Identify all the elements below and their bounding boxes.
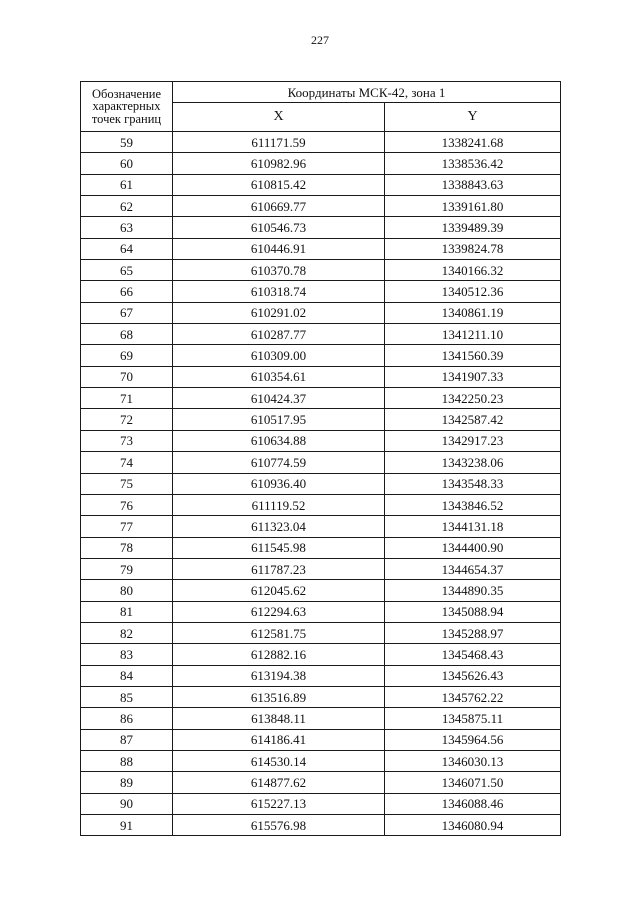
cell-point: 79 [81, 558, 173, 579]
page-number: 227 [311, 33, 329, 47]
cell-y: 1344400.90 [385, 537, 561, 558]
cell-point: 77 [81, 516, 173, 537]
cell-y: 1339489.39 [385, 217, 561, 238]
cell-point: 75 [81, 473, 173, 494]
cell-x: 615227.13 [173, 793, 385, 814]
table-row [81, 494, 561, 515]
header-coordinates: Координаты МСК-42, зона 1 [173, 82, 561, 103]
cell-x: 612045.62 [173, 580, 385, 601]
cell-point: 73 [81, 430, 173, 451]
cell-point: 68 [81, 324, 173, 345]
cell-x: 611323.04 [173, 516, 385, 537]
cell-point: 59 [81, 132, 173, 153]
cell-point: 83 [81, 644, 173, 665]
table-row [81, 665, 561, 686]
cell-point: 86 [81, 708, 173, 729]
table-row [81, 345, 561, 366]
cell-y: 1342250.23 [385, 388, 561, 409]
table-row [81, 473, 561, 494]
cell-x: 613848.11 [173, 708, 385, 729]
cell-x: 610546.73 [173, 217, 385, 238]
cell-y: 1340166.32 [385, 260, 561, 281]
table-row [81, 132, 561, 153]
cell-y: 1345468.43 [385, 644, 561, 665]
table-row [81, 452, 561, 473]
cell-x: 610446.91 [173, 238, 385, 259]
cell-x: 612581.75 [173, 622, 385, 643]
cell-x: 610815.42 [173, 174, 385, 195]
table-row [81, 537, 561, 558]
cell-x: 612882.16 [173, 644, 385, 665]
cell-x: 610774.59 [173, 452, 385, 473]
cell-point: 74 [81, 452, 173, 473]
cell-point: 61 [81, 174, 173, 195]
cell-y: 1344654.37 [385, 558, 561, 579]
cell-y: 1340861.19 [385, 302, 561, 323]
cell-x: 614530.14 [173, 750, 385, 771]
cell-point: 60 [81, 153, 173, 174]
table-row [81, 708, 561, 729]
cell-x: 610318.74 [173, 281, 385, 302]
header-point-designation [81, 82, 173, 132]
table-row [81, 729, 561, 750]
cell-x: 610936.40 [173, 473, 385, 494]
table-row [81, 238, 561, 259]
cell-point: 81 [81, 601, 173, 622]
table-row [81, 366, 561, 387]
cell-x: 610354.61 [173, 366, 385, 387]
cell-point: 69 [81, 345, 173, 366]
cell-y: 1339161.80 [385, 196, 561, 217]
table-row [81, 217, 561, 238]
cell-point: 62 [81, 196, 173, 217]
table-row [81, 580, 561, 601]
table-row [81, 260, 561, 281]
cell-y: 1338843.63 [385, 174, 561, 195]
cell-point: 76 [81, 494, 173, 515]
cell-y: 1341560.39 [385, 345, 561, 366]
table-row [81, 815, 561, 836]
cell-point: 67 [81, 302, 173, 323]
cell-point: 88 [81, 750, 173, 771]
cell-point: 66 [81, 281, 173, 302]
cell-x: 613516.89 [173, 686, 385, 707]
table-row [81, 772, 561, 793]
cell-point: 85 [81, 686, 173, 707]
cell-y: 1345088.94 [385, 601, 561, 622]
cell-y: 1343846.52 [385, 494, 561, 515]
table-row [81, 153, 561, 174]
cell-point: 64 [81, 238, 173, 259]
cell-y: 1346030.13 [385, 750, 561, 771]
cell-point: 78 [81, 537, 173, 558]
table-header [81, 82, 561, 132]
cell-y: 1340512.36 [385, 281, 561, 302]
cell-point: 89 [81, 772, 173, 793]
cell-y: 1342587.42 [385, 409, 561, 430]
cell-x: 610669.77 [173, 196, 385, 217]
table-row [81, 622, 561, 643]
cell-y: 1343548.33 [385, 473, 561, 494]
table-row [81, 644, 561, 665]
cell-x: 610309.00 [173, 345, 385, 366]
cell-x: 610424.37 [173, 388, 385, 409]
table-row [81, 558, 561, 579]
cell-point: 91 [81, 815, 173, 836]
header-point-line-3: точек границ [91, 111, 162, 126]
header-point-line-1: Обозначение [91, 86, 162, 101]
cell-y: 1345964.56 [385, 729, 561, 750]
table-row [81, 430, 561, 451]
table-row [81, 793, 561, 814]
cell-point: 70 [81, 366, 173, 387]
cell-y: 1341907.33 [385, 366, 561, 387]
cell-y: 1345762.22 [385, 686, 561, 707]
cell-point: 87 [81, 729, 173, 750]
cell-x: 612294.63 [173, 601, 385, 622]
cell-point: 84 [81, 665, 173, 686]
cell-x: 615576.98 [173, 815, 385, 836]
header-x: X [173, 103, 385, 132]
cell-x: 610634.88 [173, 430, 385, 451]
header-point-line-2: характерных [92, 99, 161, 114]
table-row [81, 324, 561, 345]
table-row [81, 174, 561, 195]
cell-y: 1346080.94 [385, 815, 561, 836]
cell-x: 614186.41 [173, 729, 385, 750]
cell-y: 1346071.50 [385, 772, 561, 793]
cell-x: 611171.59 [173, 132, 385, 153]
cell-point: 72 [81, 409, 173, 430]
table-row [81, 686, 561, 707]
cell-y: 1344890.35 [385, 580, 561, 601]
table-row [81, 302, 561, 323]
cell-x: 611787.23 [173, 558, 385, 579]
cell-y: 1344131.18 [385, 516, 561, 537]
cell-y: 1346088.46 [385, 793, 561, 814]
cell-point: 90 [81, 793, 173, 814]
cell-x: 610287.77 [173, 324, 385, 345]
cell-x: 611545.98 [173, 537, 385, 558]
cell-point: 71 [81, 388, 173, 409]
cell-y: 1343238.06 [385, 452, 561, 473]
coordinates-table [80, 81, 561, 836]
cell-point: 63 [81, 217, 173, 238]
table-row [81, 409, 561, 430]
cell-y: 1341211.10 [385, 324, 561, 345]
cell-point: 65 [81, 260, 173, 281]
table-row [81, 281, 561, 302]
cell-x: 610291.02 [173, 302, 385, 323]
table-row [81, 388, 561, 409]
cell-y: 1345288.97 [385, 622, 561, 643]
cell-y: 1338241.68 [385, 132, 561, 153]
cell-x: 610370.78 [173, 260, 385, 281]
cell-x: 611119.52 [173, 494, 385, 515]
header-row-1 [81, 82, 561, 103]
cell-x: 614877.62 [173, 772, 385, 793]
cell-y: 1342917.23 [385, 430, 561, 451]
table-row [81, 601, 561, 622]
cell-point: 80 [81, 580, 173, 601]
table-row [81, 516, 561, 537]
table-row [81, 196, 561, 217]
table-body [81, 132, 561, 836]
cell-y: 1345626.43 [385, 665, 561, 686]
cell-y: 1338536.42 [385, 153, 561, 174]
cell-y: 1345875.11 [385, 708, 561, 729]
cell-x: 613194.38 [173, 665, 385, 686]
cell-y: 1339824.78 [385, 238, 561, 259]
cell-point: 82 [81, 622, 173, 643]
cell-x: 610982.96 [173, 153, 385, 174]
cell-x: 610517.95 [173, 409, 385, 430]
header-y: Y [385, 103, 561, 132]
table-row [81, 750, 561, 771]
